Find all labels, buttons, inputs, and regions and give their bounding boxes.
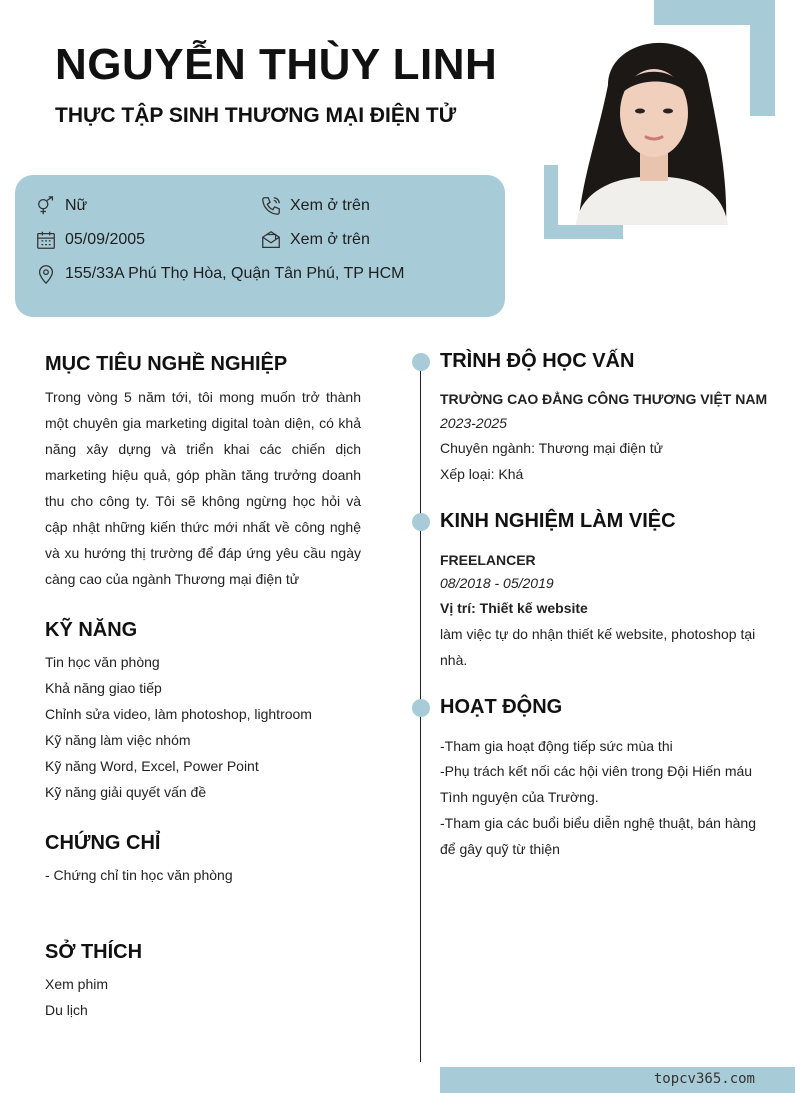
education-grade: Xếp loại: Khá — [440, 466, 524, 482]
email-text[interactable]: Xem ở trên — [290, 231, 370, 248]
gender-icon — [35, 195, 57, 217]
experience-title: KINH NGHIỆM LÀM VIỆC — [440, 510, 676, 532]
email-row — [260, 229, 370, 251]
contact-info-box — [15, 175, 505, 317]
address-text: 155/33A Phú Thọ Hòa, Quận Tân Phú, TP HCM — [65, 265, 405, 282]
birthday-row — [35, 229, 145, 251]
list-item: Kỹ năng Word, Excel, Power Point — [45, 758, 259, 774]
footer-site[interactable]: topcv365.com — [653, 1071, 755, 1087]
experience-period: 08/2018 - 05/2019 — [440, 575, 554, 591]
list-item: Kỹ năng làm việc nhóm — [45, 732, 191, 748]
birthday-text: 05/09/2005 — [65, 231, 146, 248]
hobbies-title: SỞ THÍCH — [45, 941, 143, 963]
activity-line: -Tham gia hoạt động tiếp sức mùa thi — [440, 738, 673, 754]
activities-dot — [412, 699, 430, 717]
experience-company: FREELANCER — [440, 552, 536, 568]
list-item: Chỉnh sửa video, làm photoshop, lightroom — [45, 706, 312, 722]
activities-title: HOẠT ĐỘNG — [440, 696, 563, 718]
experience-desc-line1: làm việc tự do nhận thiết kế website, photoshop tại — [440, 626, 756, 642]
footer-bar — [440, 1067, 795, 1093]
hobbies-list — [45, 971, 108, 1023]
address-row — [35, 263, 404, 285]
job-title: THỰC TẬP SINH THƯƠNG MẠI ĐIỆN TỬ — [55, 104, 457, 127]
calendar-icon — [35, 229, 57, 251]
education-school: TRƯỜNG CAO ĐẲNG CÔNG THƯƠNG VIỆT NAM — [440, 391, 768, 407]
gender-row — [35, 195, 87, 217]
location-pin-icon — [35, 263, 57, 285]
experience-desc-line2: nhà. — [440, 652, 468, 668]
objective-text: Trong vòng 5 năm tới, tôi mong muốn trở thành một chuyên gia marketing digital toàn diện, có khả năng xây dựng và triển khai các chiến dịch marketing hiệu quả, góp phần tăng trưởng doanh thu cho công ty. Tôi sẽ không ngừng học hỏi và cập nhật những kiến thức mới nhất về công nghệ và xu hướng thị trường để đáp ứng yêu cầu ngày càng cao của ngành Thương mại điện tử — [45, 389, 361, 587]
list-item: Khả năng giao tiếp — [45, 680, 162, 696]
activity-line: -Tham gia các buổi biểu diễn nghệ thuật, bán hàng — [440, 815, 757, 831]
education-period: 2023-2025 — [440, 415, 507, 431]
experience-position: Vị trí: Thiết kế website — [440, 600, 588, 616]
skills-list — [45, 649, 312, 805]
list-item: Xem phim — [45, 976, 109, 992]
list-item: - Chứng chỉ tin học văn phòng — [45, 867, 233, 883]
experience-dot — [412, 513, 430, 531]
list-item: Kỹ năng giải quyết vấn đề — [45, 784, 207, 800]
education-title: TRÌNH ĐỘ HỌC VẤN — [440, 350, 635, 372]
email-icon — [260, 229, 282, 251]
skills-title: KỸ NĂNG — [45, 619, 138, 641]
list-item: Tin học văn phòng — [45, 654, 160, 670]
list-item: Du lịch — [45, 1002, 88, 1018]
certificates-title: CHỨNG CHỈ — [45, 832, 161, 854]
education-major: Chuyên ngành: Thương mại điện tử — [440, 440, 664, 456]
activity-line: -Phụ trách kết nối các hội viên trong Đội Hiến máu — [440, 763, 753, 779]
phone-row — [260, 195, 370, 217]
objective-title: MỤC TIÊU NGHỀ NGHIỆP — [45, 353, 288, 375]
phone-icon — [260, 195, 282, 217]
profile-photo — [558, 25, 750, 225]
certificates-list — [45, 862, 233, 888]
activity-line: Tình nguyện của Trường. — [440, 789, 599, 805]
phone-text[interactable]: Xem ở trên — [290, 197, 370, 214]
education-dot — [412, 353, 430, 371]
gender-text: Nữ — [65, 197, 88, 214]
candidate-name: NGUYỄN THÙY LINH — [55, 40, 498, 89]
activity-line: để gây quỹ từ thiện — [440, 841, 560, 857]
